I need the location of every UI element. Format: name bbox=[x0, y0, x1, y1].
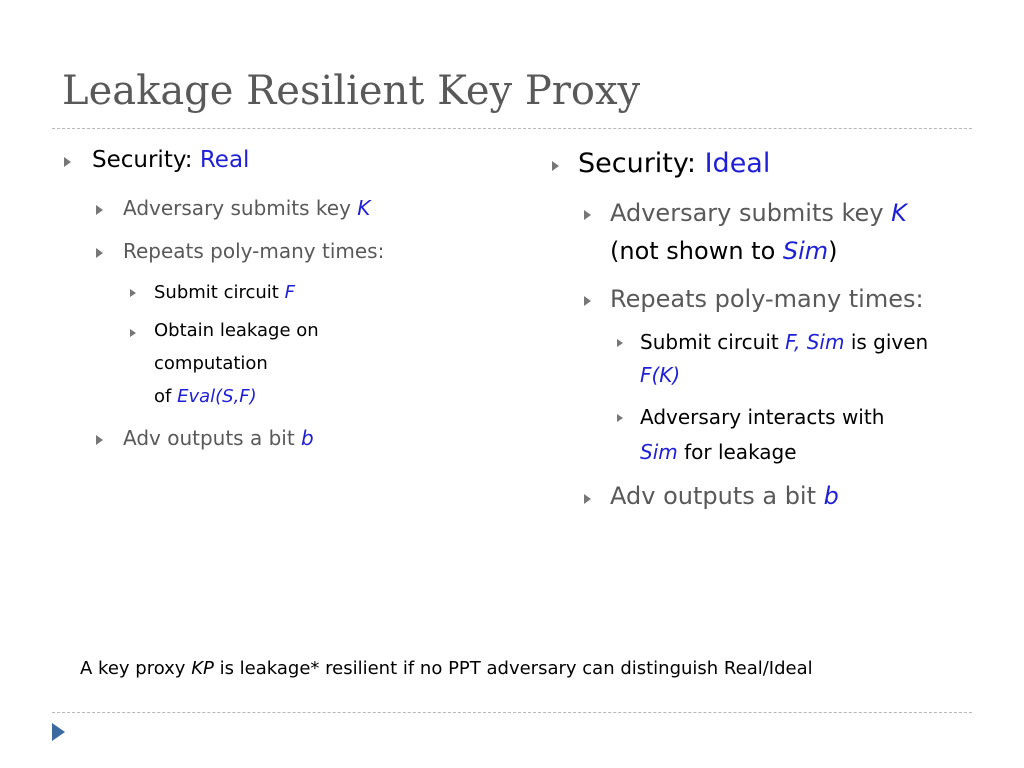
left-sub-obtain-leakage-line1: Obtain leakage on bbox=[154, 320, 319, 341]
right-bullet-submit-key: Adversary submits key K bbox=[610, 199, 907, 227]
right-bullet-repeats: Repeats poly-many times: bbox=[610, 285, 924, 313]
triangle-bullet-icon bbox=[584, 210, 591, 220]
triangle-bullet-icon bbox=[617, 414, 623, 422]
right-bullet-outputs: Adv outputs a bit b bbox=[610, 482, 839, 510]
left-heading: Security: Real bbox=[92, 147, 250, 173]
triangle-bullet-icon bbox=[64, 157, 71, 167]
triangle-bullet-icon bbox=[96, 248, 103, 258]
triangle-bullet-icon bbox=[552, 161, 559, 171]
triangle-bullet-icon bbox=[130, 289, 136, 297]
triangle-bullet-icon bbox=[584, 494, 591, 504]
right-sub-submit-circuit: Submit circuit F, Sim is given bbox=[640, 330, 929, 354]
definition-footer: A key proxy KP is leakage* resilient if no PPT adversary can distinguish Real/Ideal bbox=[80, 658, 813, 679]
left-bullet-submit-key: Adversary submits key K bbox=[123, 196, 371, 220]
right-heading: Security: Ideal bbox=[578, 148, 771, 179]
bottom-divider bbox=[52, 712, 972, 713]
left-bullet-repeats: Repeats poly-many times: bbox=[123, 239, 385, 263]
left-sub-obtain-leakage-line2: computation bbox=[154, 353, 268, 374]
left-sub-obtain-leakage-line3: of Eval(S,F) bbox=[154, 386, 257, 407]
triangle-bullet-icon bbox=[617, 339, 623, 347]
triangle-bullet-icon bbox=[96, 205, 103, 215]
right-sub-interacts-line2: Sim for leakage bbox=[640, 440, 797, 464]
slide-title: Leakage Resilient Key Proxy bbox=[62, 68, 641, 114]
right-sub-submit-circuit-line2: F(K) bbox=[640, 363, 681, 387]
left-bullet-outputs: Adv outputs a bit b bbox=[123, 426, 314, 450]
triangle-bullet-icon bbox=[584, 296, 591, 306]
triangle-bullet-icon bbox=[96, 435, 103, 445]
right-bullet-submit-key-line2: (not shown to Sim) bbox=[610, 237, 838, 265]
triangle-bullet-icon bbox=[130, 329, 136, 337]
nav-arrow-icon[interactable] bbox=[52, 723, 65, 741]
right-sub-interacts-line1: Adversary interacts with bbox=[640, 405, 885, 429]
top-divider bbox=[52, 128, 972, 129]
left-sub-submit-circuit: Submit circuit F bbox=[154, 282, 295, 303]
